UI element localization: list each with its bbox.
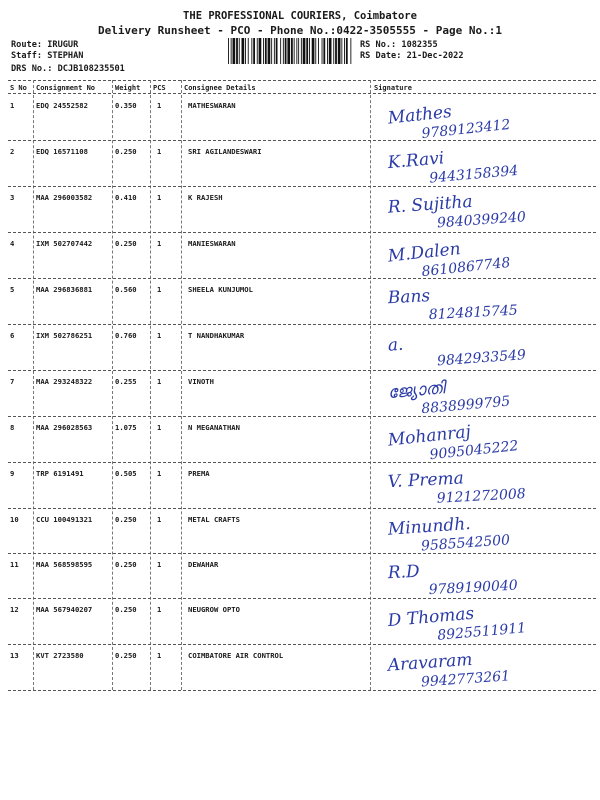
header-consignment: Consignment No [36, 84, 96, 92]
barcode-bar [322, 38, 323, 64]
signature-name: R.D [387, 561, 421, 584]
barcode-bar [341, 38, 342, 64]
cell-weight: 1.075 [115, 423, 137, 432]
staff-line [11, 51, 83, 61]
header-weight: Weight [115, 84, 141, 92]
signature-phone: 8124815745 [428, 302, 519, 324]
barcode-bar [236, 38, 238, 64]
signature-phone: 9842933549 [436, 347, 527, 370]
cell-weight: 0.255 [115, 377, 137, 386]
barcode-bar [228, 38, 229, 64]
signature-name: Mathes [386, 101, 453, 129]
cell-cons: MAA 567940207 [36, 605, 93, 614]
barcode-bar [346, 38, 348, 64]
cell-consignee: PREMA [188, 469, 210, 478]
company-title: THE PROFESSIONAL COURIERS, Coimbatore [183, 10, 417, 22]
staff-value: STEPHAN [47, 51, 84, 61]
runsheet-title: Delivery Runsheet - PCO - Phone No.:0422-3505555 - Page No.:1 [98, 24, 502, 37]
table-top-rule [8, 80, 596, 81]
cell-consignee: MANIESWARAN [188, 239, 236, 248]
signature-name: M.Dalen [386, 239, 462, 267]
cell-sno: 4 [10, 239, 15, 248]
cell-sno: 12 [10, 605, 19, 614]
signature [386, 188, 526, 235]
signature [386, 417, 519, 467]
barcode-bar [298, 38, 299, 64]
barcode-bar [251, 38, 252, 64]
barcode-bar [291, 38, 293, 64]
route-label: Route: [11, 40, 43, 50]
cell-cons: CCU 100491321 [36, 515, 93, 524]
cell-weight: 0.250 [115, 239, 137, 248]
barcode-bar [338, 38, 341, 64]
signature-phone: 8838999795 [420, 393, 511, 418]
barcode-bar [263, 38, 264, 64]
cell-cons: EDQ 16571108 [36, 147, 88, 156]
barcode-bar [242, 38, 245, 64]
barcode-bar [259, 38, 262, 64]
barcode-bar [231, 38, 232, 64]
rs-no-value: 1082355 [401, 40, 438, 50]
barcode-bar [287, 38, 290, 64]
cell-pcs: 1 [157, 101, 162, 110]
signature [386, 142, 519, 190]
barcode-bar [276, 38, 278, 64]
route-value: IRUGUR [47, 40, 79, 50]
cell-cons: MAA 296003582 [36, 193, 93, 202]
cell-weight: 0.250 [115, 651, 137, 660]
barcode-image [227, 38, 355, 64]
row-separator [8, 416, 596, 417]
barcode-bar [312, 38, 315, 64]
signature-name: Bans [387, 286, 431, 309]
drs-value: DCJB108235501 [57, 64, 125, 74]
barcode-bar [327, 38, 328, 64]
signature [386, 557, 518, 601]
cell-consignee: DEWAHAR [188, 560, 219, 569]
cell-pcs: 1 [157, 239, 162, 248]
barcode-bar [265, 38, 267, 64]
barcode-bar [303, 38, 306, 64]
cell-pcs: 1 [157, 331, 162, 340]
barcode-bar [306, 38, 308, 64]
signature-name: a. [387, 334, 405, 356]
row-separator [8, 553, 596, 554]
barcode-bar [253, 38, 255, 64]
row-separator [8, 508, 596, 509]
signature-name: Aravaram [387, 649, 474, 676]
header-sno: S No [10, 84, 27, 92]
barcode-bar [301, 38, 302, 64]
signature-phone: 9942773261 [420, 668, 511, 691]
barcode-bar [323, 38, 325, 64]
cell-sno: 13 [10, 651, 19, 660]
signature-phone: 9095045222 [428, 438, 520, 464]
signature-name: R. Sujitha [387, 191, 474, 218]
barcode-bar [333, 38, 334, 64]
row-separator [8, 186, 596, 187]
row-separator [8, 278, 596, 279]
cell-pcs: 1 [157, 560, 162, 569]
cell-weight: 0.760 [115, 331, 137, 340]
row-separator [8, 462, 596, 463]
cell-consignee: K RAJESH [188, 193, 223, 202]
signature-name: K.Ravi [387, 148, 446, 174]
cell-weight: 0.505 [115, 469, 137, 478]
signature [386, 96, 511, 146]
cell-consignee: SRI AGILANDESWARI [188, 147, 262, 156]
barcode-bar [239, 38, 240, 64]
drs-label: DRS No.: [11, 64, 53, 74]
cell-cons: MAA 568598595 [36, 560, 93, 569]
header-signature: Signature [374, 84, 412, 92]
row-separator [8, 370, 596, 371]
signature-name: Mohanraj [386, 421, 472, 451]
row-separator [8, 232, 596, 233]
barcode-bar [268, 38, 271, 64]
signature-name: D Thomas [387, 603, 475, 632]
cell-sno: 1 [10, 101, 15, 110]
barcode-bar [245, 38, 246, 64]
cell-weight: 0.560 [115, 285, 137, 294]
cell-pcs: 1 [157, 515, 162, 524]
barcode-bar [248, 38, 249, 64]
barcode-bar [318, 38, 319, 64]
row-separator [8, 598, 596, 599]
signature-name: V. Prema [387, 468, 465, 493]
signature-name: Minundh. [387, 513, 472, 540]
cell-pcs: 1 [157, 651, 162, 660]
cell-cons: MAA 296028563 [36, 423, 93, 432]
signature [387, 373, 511, 420]
cell-sno: 11 [10, 560, 19, 569]
signature-name: ജ്യോതി [387, 378, 446, 404]
cell-sno: 10 [10, 515, 19, 524]
barcode-bar [233, 38, 236, 64]
table-header-rule [8, 93, 596, 94]
cell-weight: 0.410 [115, 193, 137, 202]
barcode-bar [329, 38, 332, 64]
barcode-bar [294, 38, 295, 64]
cell-consignee: N MEGANATHAN [188, 423, 240, 432]
rs-date-value: 21-Dec-2022 [406, 51, 464, 61]
cell-consignee: COIMBATORE AIR CONTROL [188, 651, 284, 660]
cell-weight: 0.250 [115, 560, 137, 569]
cell-pcs: 1 [157, 285, 162, 294]
cell-consignee: T NANDHAKUMAR [188, 331, 245, 340]
signature [387, 326, 526, 372]
signature-phone: 8610867748 [420, 254, 512, 281]
cell-cons: IXM 502707442 [36, 239, 93, 248]
signature-phone: 9789123412 [420, 116, 512, 143]
signature-phone: 9121272008 [436, 486, 527, 507]
rs-no-line [360, 40, 438, 50]
cell-weight: 0.250 [115, 605, 137, 614]
cell-weight: 0.250 [115, 147, 137, 156]
barcode-bar [283, 38, 284, 64]
cell-cons: TRP 6191491 [36, 469, 84, 478]
signature-phone: 9585542500 [420, 532, 511, 555]
rs-date-label: RS Date: [360, 51, 402, 61]
cell-sno: 5 [10, 285, 15, 294]
cell-pcs: 1 [157, 469, 162, 478]
rs-date-line [360, 51, 464, 61]
cell-weight: 0.350 [115, 101, 137, 110]
drs-line [11, 64, 125, 74]
cell-pcs: 1 [157, 423, 162, 432]
signature-phone: 9789190040 [428, 577, 519, 599]
signature-phone: 9840399240 [436, 209, 527, 232]
barcode-bar [350, 38, 351, 64]
cell-weight: 0.250 [115, 515, 137, 524]
signature-phone: 9443158394 [428, 162, 519, 187]
cell-sno: 8 [10, 423, 15, 432]
cell-cons: KVT 2723580 [36, 651, 84, 660]
cell-cons: MAA 293248322 [36, 377, 93, 386]
header-pcs: PCS [153, 84, 166, 92]
cell-pcs: 1 [157, 193, 162, 202]
cell-sno: 6 [10, 331, 15, 340]
cell-sno: 2 [10, 147, 15, 156]
barcode-bar [280, 38, 281, 64]
barcode-bar [344, 38, 345, 64]
row-separator [8, 324, 596, 325]
rs-no-label: RS No.: [360, 40, 397, 50]
row-separator [8, 644, 596, 645]
barcode-bar [257, 38, 258, 64]
signature [385, 647, 510, 692]
signature [386, 599, 527, 648]
barcode-bar [285, 38, 287, 64]
signature-phone: 8925511911 [436, 620, 527, 644]
header-consignee: Consignee Details [184, 84, 256, 92]
barcode-bar [335, 38, 337, 64]
barcode-bar [309, 38, 310, 64]
cell-cons: EDQ 24552582 [36, 101, 88, 110]
signature [386, 282, 518, 326]
cell-sno: 7 [10, 377, 15, 386]
cell-cons: IXM 502786251 [36, 331, 93, 340]
cell-consignee: MATHESWARAN [188, 101, 236, 110]
signature [386, 511, 510, 556]
cell-pcs: 1 [157, 377, 162, 386]
route-line [11, 40, 78, 50]
cell-cons: MAA 296836881 [36, 285, 93, 294]
row-separator [8, 690, 596, 691]
signature [387, 465, 526, 509]
cell-sno: 3 [10, 193, 15, 202]
cell-sno: 9 [10, 469, 15, 478]
cell-pcs: 1 [157, 147, 162, 156]
barcode-bar [274, 38, 275, 64]
barcode-bar [315, 38, 316, 64]
row-separator [8, 140, 596, 141]
cell-consignee: METAL CRAFTS [188, 515, 240, 524]
staff-label: Staff: [11, 51, 43, 61]
cell-consignee: VINOTH [188, 377, 214, 386]
cell-pcs: 1 [157, 605, 162, 614]
cell-consignee: SHEELA KUNJUMOL [188, 285, 253, 294]
barcode-bar [296, 38, 297, 64]
barcode-bar [271, 38, 272, 64]
cell-consignee: NEUGROW OPTO [188, 605, 240, 614]
signature [386, 234, 511, 284]
